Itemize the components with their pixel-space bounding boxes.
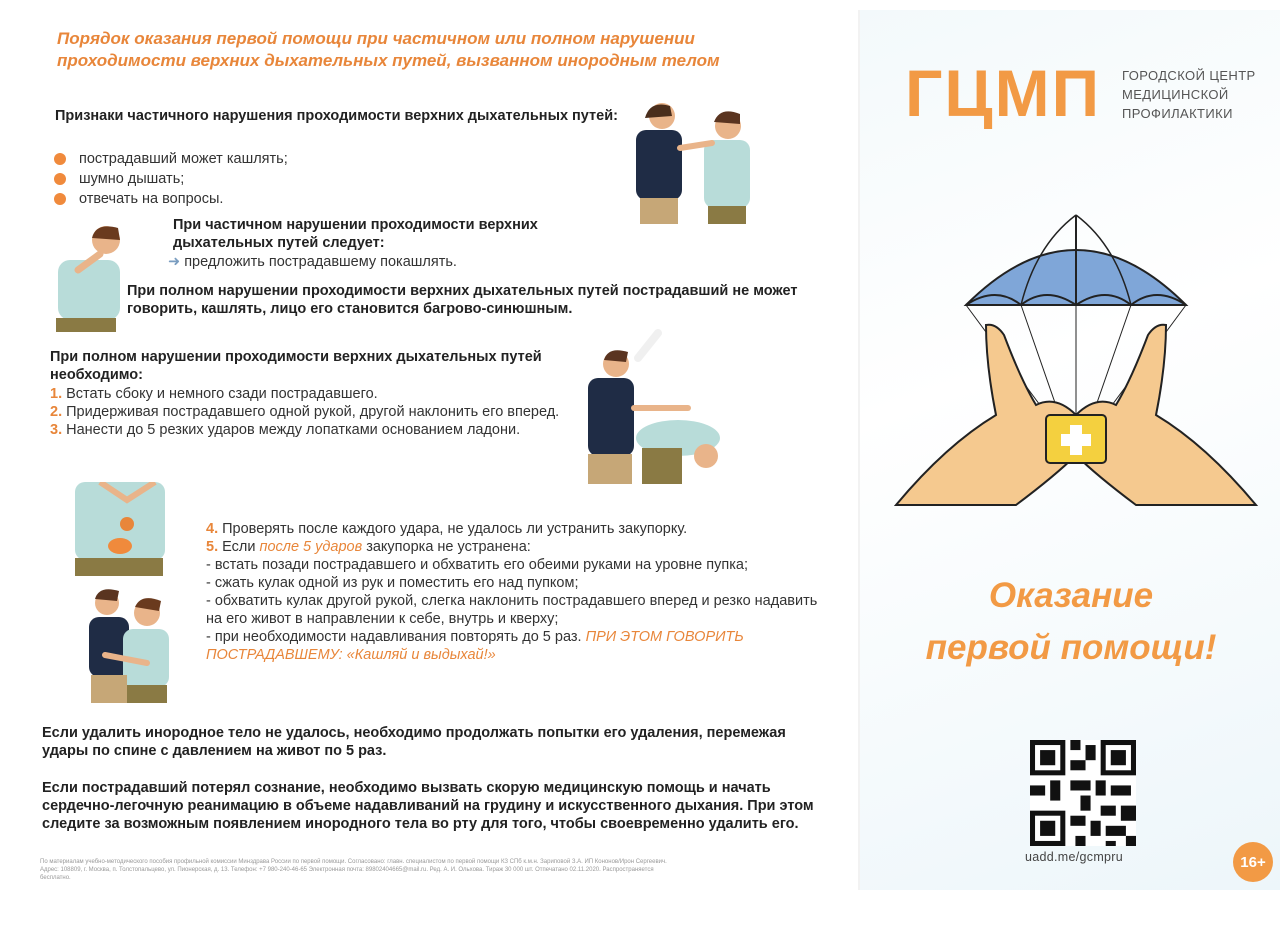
sub-step: - обхватить кулак другой рукой, слегка наклонить пострадавшего вперед и резко надавить на его живот в направлении к себе, внутрь и кверху; xyxy=(206,593,818,627)
right-panel xyxy=(858,10,1280,890)
full-heading: При полном нарушении проходимости верхних дыхательных путей необходимо: xyxy=(50,349,542,383)
fist-placement-illustration xyxy=(65,482,180,577)
sub-step: - встать позади пострадавшего и обхватить его обеими руками на уровне пупка; xyxy=(206,557,748,573)
list-item: шумно дышать; xyxy=(54,169,288,189)
qr-url[interactable]: uadd.me/gcmpru xyxy=(1025,850,1123,864)
step-2: 2. Придерживая пострадавшего одной рукой, другой наклонить его вперед. xyxy=(50,404,560,420)
arrow-right-icon: ➜ xyxy=(168,254,181,270)
step-1: 1. Встать сбоку и немного сзади пострадавшего. xyxy=(50,386,378,402)
orange-bullet-icon xyxy=(54,193,66,205)
step-5: 5. Если после 5 ударов закупорка не устранена: xyxy=(206,539,531,555)
signs-list xyxy=(54,149,288,209)
headline: Оказание первой помощи! xyxy=(925,576,1217,667)
main-title: Порядок оказания первой помощи при частичном или полном нарушении проходимости верхних дыхательных путей, вызванном инородным телом xyxy=(57,29,720,70)
list-item: отвечать на вопросы. xyxy=(54,189,288,209)
paragraph-unconscious: Если пострадавший потерял сознание, необходимо вызвать скорую медицинскую помощь и начать сердечно-легочную реанимацию в объеме надавливаний на грудину и искусственного дыхания. При этом следите за возможным появлением инородного тела во рту для того, чтобы своевременно удалить его. xyxy=(42,780,814,832)
logo: ГЦМП xyxy=(905,56,1102,130)
back-blows-illustration xyxy=(578,328,728,488)
step-4: 4. Проверять после каждого удара, не удалось ли устранить закупорку. xyxy=(206,521,688,537)
full-description: При полном нарушении проходимости верхних дыхательных путей пострадавший не может говорить, кашлять, лицо его становится багрово-синюшным. xyxy=(127,283,798,317)
steps-continued xyxy=(206,520,836,664)
orange-bullet-icon xyxy=(54,173,66,185)
partial-action: ➜ предложить пострадавшему покашлять. xyxy=(168,254,457,270)
step-3: 3. Нанести до 5 резких ударов между лопатками основанием ладони. xyxy=(50,422,521,438)
age-rating-badge: 16+ xyxy=(1233,842,1273,882)
signs-heading: Признаки частичного нарушения проходимости верхних дыхательных путей: xyxy=(55,108,618,124)
sub-step: - при необходимости надавливания повторять до 5 раз. ПРИ ЭТОМ ГОВОРИТЬ ПОСТРАДАВШЕМУ: «Кашляй и выдыхай!» xyxy=(206,629,744,663)
orange-bullet-icon xyxy=(54,153,66,165)
choking-person-illustration xyxy=(48,218,133,333)
umbrella-hands-illustration xyxy=(886,205,1266,515)
partial-choking-illustration xyxy=(620,98,760,228)
logo-subtitle: ГОРОДСКОЙ ЦЕНТР МЕДИЦИНСКОЙ ПРОФИЛАКТИКИ xyxy=(1122,68,1256,121)
qr-code-icon[interactable] xyxy=(1030,740,1136,846)
footer-note: По материалам учебно-методического пособия профильной комиссии Минздрава России по первой помощи. Согласовано: главн. специалистом по первой помощи КЗ СПб к.м.н. Зариповой З.А. ИП Кононов/Ирон Сергеевич. Адрес: 108809, г. Москва, п. Толстопальцево, ул. Пионерская, д. 13. Телефон: +7 980-240-46-65 Электронная почта: 89802404665@mail.ru. Ред. А. И. Ольхова. Тираж 30 000 шт. Отпечатано 02.11.2020. Распространяется бесплатно. xyxy=(40,859,667,881)
paragraph-continue-attempts: Если удалить инородное тело не удалось, необходимо продолжать попытки его удаления, перемежая удары по спине с давлением на живот по 5 раз. xyxy=(42,725,786,759)
list-item: пострадавший может кашлять; xyxy=(54,149,288,169)
sub-step: - сжать кулак одной из рук и поместить его над пупком; xyxy=(206,575,579,591)
partial-heading: При частичном нарушении проходимости верхних дыхательных путей следует: xyxy=(173,217,538,251)
steps-list xyxy=(50,385,575,439)
abdominal-thrust-illustration xyxy=(85,585,175,705)
